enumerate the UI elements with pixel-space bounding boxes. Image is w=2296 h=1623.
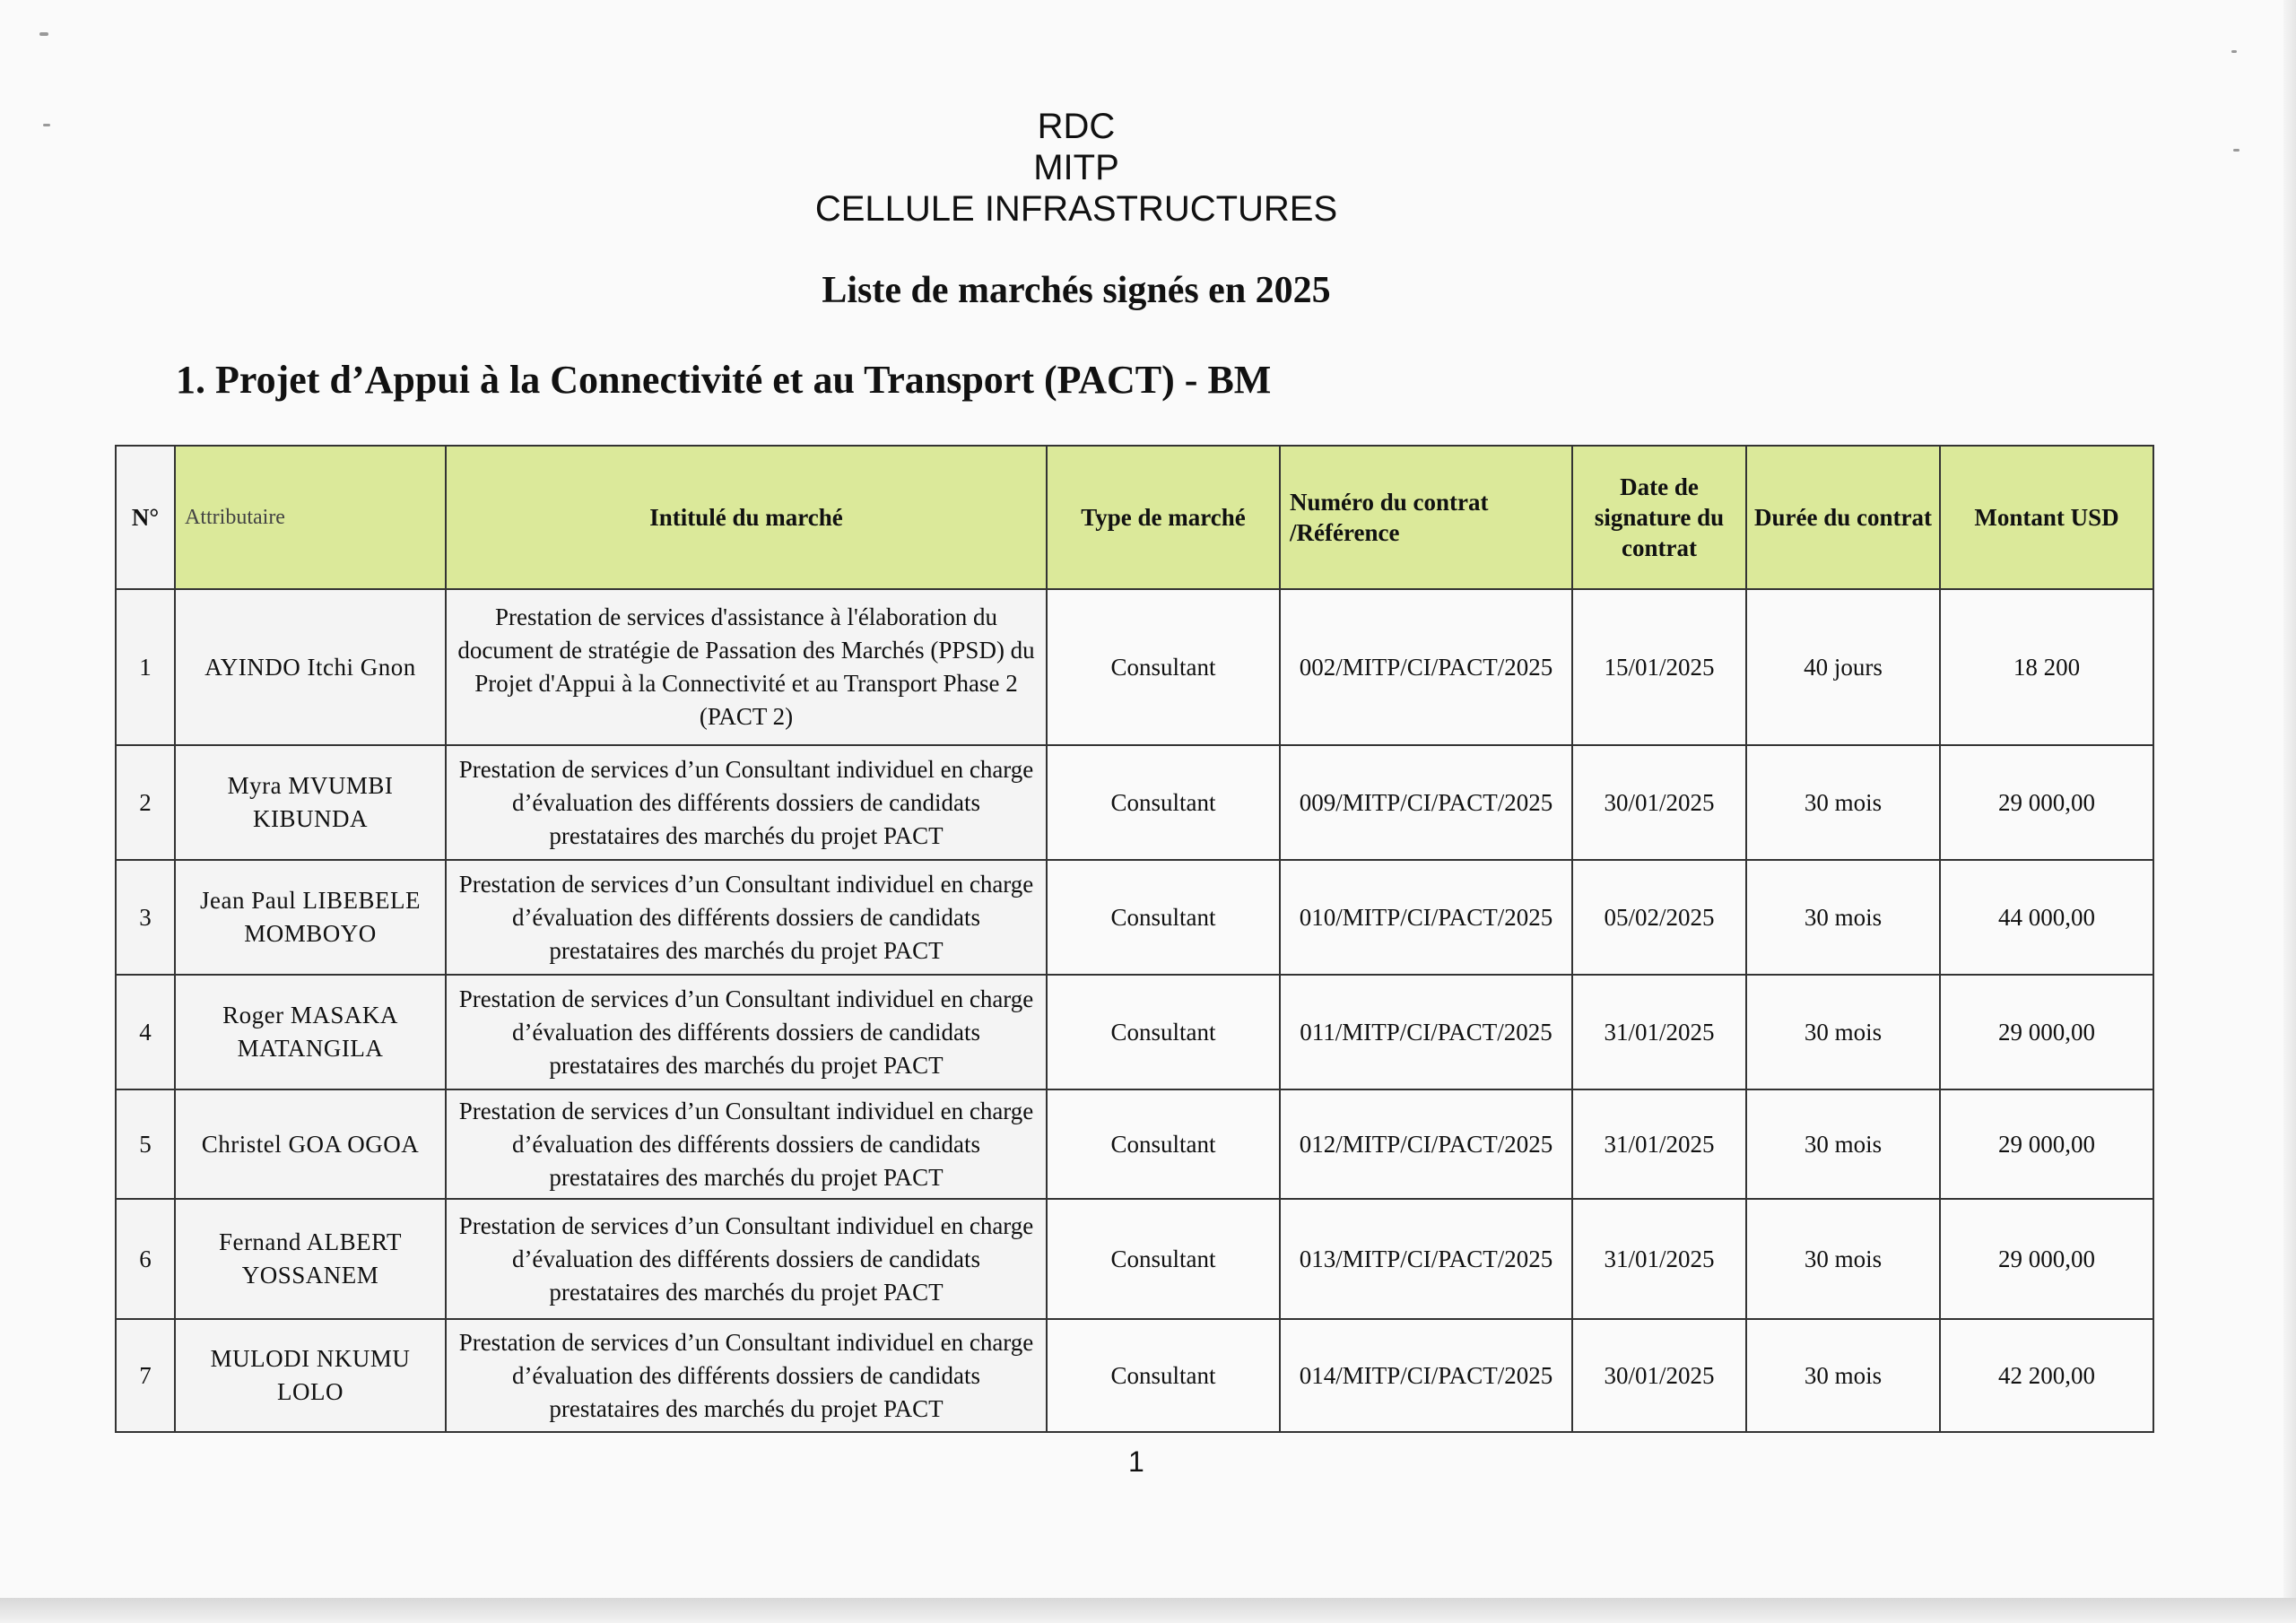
table-row: [116, 1319, 2153, 1432]
cell-date: 31/01/2025: [1572, 1089, 1746, 1199]
cell-reference: 002/MITP/CI/PACT/2025: [1280, 589, 1572, 745]
cell-duree: 30 mois: [1746, 1089, 1940, 1199]
column-header-intitule: Intitulé du marché: [446, 446, 1047, 589]
table-row: [116, 1199, 2153, 1319]
page-edge: [2283, 0, 2296, 1623]
section-title: 1. Projet d’Appui à la Connectivité et au Transport (PACT) - BM: [176, 358, 1272, 402]
cell-duree: 30 mois: [1746, 860, 1940, 975]
cell-number: 2: [116, 745, 175, 860]
cell-type: Consultant: [1047, 1089, 1280, 1199]
table-row: [116, 589, 2153, 745]
column-header-number: N°: [116, 446, 175, 589]
cell-montant: 29 000,00: [1940, 745, 2153, 860]
cell-date: 05/02/2025: [1572, 860, 1746, 975]
cell-attributaire: AYINDO Itchi Gnon: [175, 589, 446, 745]
scan-speck: [39, 32, 48, 36]
cell-number: 7: [116, 1319, 175, 1432]
cell-intitule: Prestation de services d’un Consultant individuel en charge d’évaluation des différents dossiers de candidats prestataires des marchés du projet PACT: [446, 745, 1047, 860]
cell-montant: 29 000,00: [1940, 1089, 2153, 1199]
scan-speck: [2231, 50, 2237, 53]
column-header-duree: Durée du contrat: [1746, 446, 1940, 589]
cell-montant: 29 000,00: [1940, 1199, 2153, 1319]
cell-intitule: Prestation de services d’un Consultant individuel en charge d’évaluation des différents dossiers de candidats prestataires des marchés du projet PACT: [446, 975, 1047, 1089]
table-row: [116, 975, 2153, 1089]
cell-montant: 44 000,00: [1940, 860, 2153, 975]
cell-montant: 18 200: [1940, 589, 2153, 745]
table-header-row: [116, 446, 2153, 589]
table-row: [116, 1089, 2153, 1199]
cell-type: Consultant: [1047, 589, 1280, 745]
document-title: Liste de marchés signés en 2025: [822, 270, 1331, 311]
cell-attributaire: Jean Paul LIBEBELE MOMBOYO: [175, 860, 446, 975]
cell-reference: 010/MITP/CI/PACT/2025: [1280, 860, 1572, 975]
cell-type: Consultant: [1047, 745, 1280, 860]
cell-date: 30/01/2025: [1572, 745, 1746, 860]
page-bottom-edge: [0, 1598, 2296, 1623]
cell-attributaire: Christel GOA OGOA: [175, 1089, 446, 1199]
cell-reference: 012/MITP/CI/PACT/2025: [1280, 1089, 1572, 1199]
cell-attributaire: Roger MASAKA MATANGILA: [175, 975, 446, 1089]
cell-attributaire: Fernand ALBERT YOSSANEM: [175, 1199, 446, 1319]
header-line-unit: CELLULE INFRASTRUCTURES: [814, 189, 1338, 229]
column-header-attributaire: Attributaire: [175, 446, 446, 589]
page-number: 1: [1128, 1445, 1144, 1478]
cell-date: 31/01/2025: [1572, 1199, 1746, 1319]
cell-intitule: Prestation de services d’un Consultant individuel en charge d’évaluation des différents dossiers de candidats prestataires des marchés du projet PACT: [446, 860, 1047, 975]
cell-duree: 30 mois: [1746, 1319, 1940, 1432]
organization-header: [0, 106, 2296, 230]
header-line-ministry: MITP: [1033, 148, 1119, 187]
column-header-type: Type de marché: [1047, 446, 1280, 589]
table-row: [116, 745, 2153, 860]
cell-duree: 30 mois: [1746, 975, 1940, 1089]
cell-duree: 30 mois: [1746, 1199, 1940, 1319]
cell-attributaire: MULODI NKUMU LOLO: [175, 1319, 446, 1432]
cell-number: 5: [116, 1089, 175, 1199]
cell-intitule: Prestation de services d’un Consultant individuel en charge d’évaluation des différents dossiers de candidats prestataires des marchés du projet PACT: [446, 1319, 1047, 1432]
cell-reference: 011/MITP/CI/PACT/2025: [1280, 975, 1572, 1089]
cell-number: 3: [116, 860, 175, 975]
cell-intitule: Prestation de services d’un Consultant individuel en charge d’évaluation des différents dossiers de candidats prestataires des marchés du projet PACT: [446, 1089, 1047, 1199]
table-row: [116, 860, 2153, 975]
contracts-table: [115, 445, 2154, 1433]
column-header-date: Date de signature du contrat: [1572, 446, 1746, 589]
cell-date: 31/01/2025: [1572, 975, 1746, 1089]
cell-reference: 013/MITP/CI/PACT/2025: [1280, 1199, 1572, 1319]
cell-duree: 40 jours: [1746, 589, 1940, 745]
column-header-reference: Numéro du contrat /Référence: [1280, 446, 1572, 589]
cell-number: 6: [116, 1199, 175, 1319]
cell-number: 1: [116, 589, 175, 745]
cell-type: Consultant: [1047, 975, 1280, 1089]
cell-number: 4: [116, 975, 175, 1089]
cell-type: Consultant: [1047, 1319, 1280, 1432]
cell-reference: 014/MITP/CI/PACT/2025: [1280, 1319, 1572, 1432]
cell-intitule: Prestation de services d’un Consultant individuel en charge d’évaluation des différents dossiers de candidats prestataires des marchés du projet PACT: [446, 1199, 1047, 1319]
cell-attributaire: Myra MVUMBI KIBUNDA: [175, 745, 446, 860]
header-line-country: RDC: [1037, 107, 1116, 146]
cell-date: 30/01/2025: [1572, 1319, 1746, 1432]
cell-type: Consultant: [1047, 1199, 1280, 1319]
cell-date: 15/01/2025: [1572, 589, 1746, 745]
cell-montant: 42 200,00: [1940, 1319, 2153, 1432]
cell-reference: 009/MITP/CI/PACT/2025: [1280, 745, 1572, 860]
cell-montant: 29 000,00: [1940, 975, 2153, 1089]
cell-intitule: Prestation de services d'assistance à l'élaboration du document de stratégie de Passation des Marchés (PPSD) du Projet d'Appui à la Connectivité et au Transport Phase 2 (PACT 2): [446, 589, 1047, 745]
cell-type: Consultant: [1047, 860, 1280, 975]
column-header-montant: Montant USD: [1940, 446, 2153, 589]
cell-duree: 30 mois: [1746, 745, 1940, 860]
